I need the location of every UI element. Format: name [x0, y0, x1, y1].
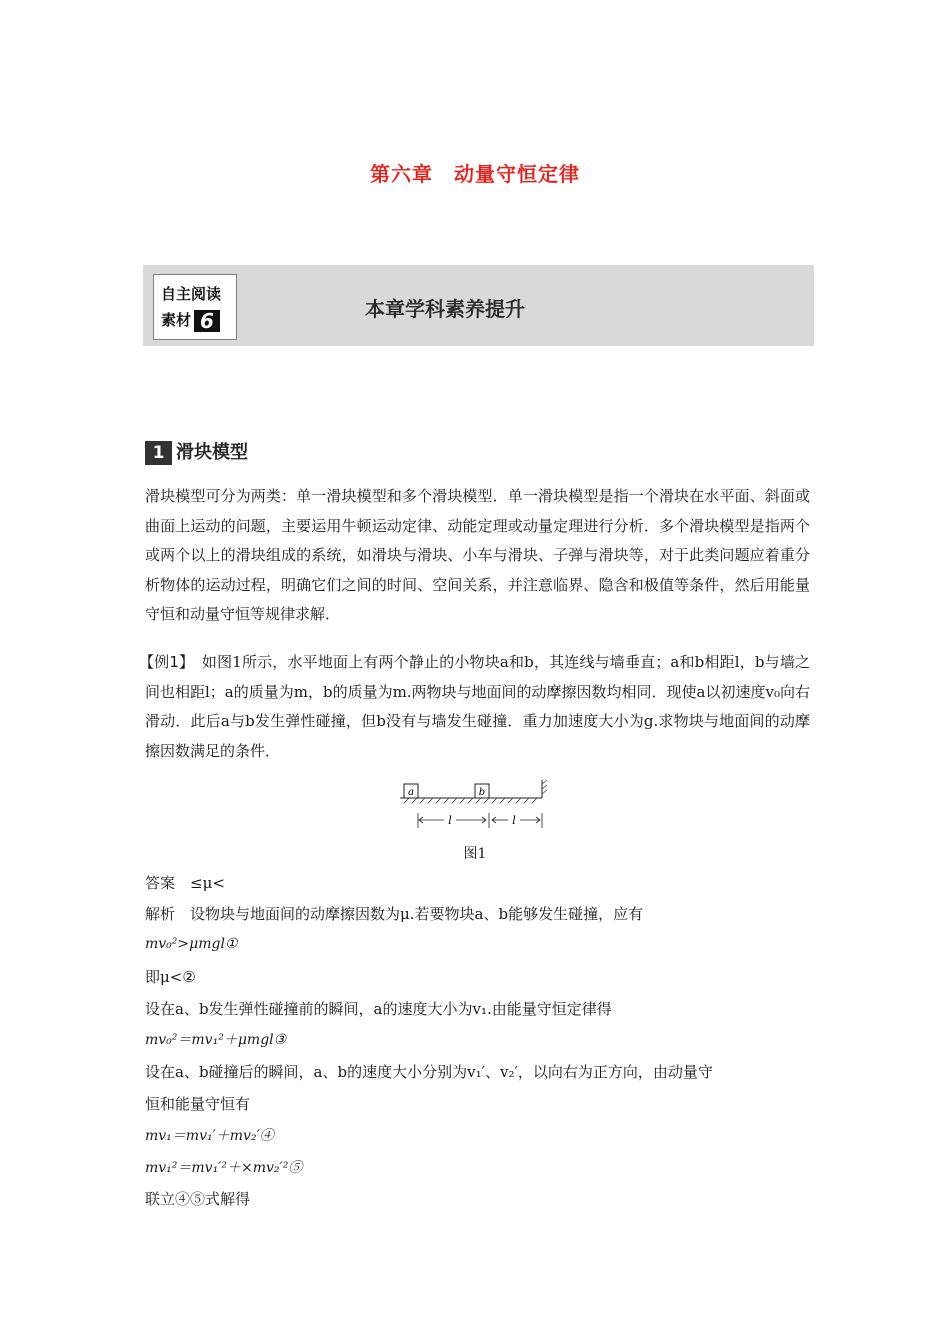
equation-5: mv₁²＝mv₁′²＋×mv₂′²⑤ [145, 1160, 303, 1176]
badge-text: 素材 [161, 311, 192, 329]
badge-line2 [161, 307, 236, 333]
example-label: 【例1】 [139, 653, 187, 671]
equation-1: mv₀²>μmgl① [145, 936, 238, 952]
equation-4: mv₁＝mv₁′＋mv₂′④ [145, 1128, 274, 1144]
post-collision-text-2: 恒和能量守恒有 [145, 1095, 251, 1113]
section-number: 1 [145, 441, 172, 465]
collision-text: 设在a、b发生弹性碰撞前的瞬间，a的速度大小为v₁.由能量守恒定律得 [145, 1000, 612, 1018]
answer-line: 答案 ≤μ< [145, 874, 225, 892]
banner-badge [153, 274, 237, 340]
banner-title: 本章学科素养提升 [365, 297, 525, 321]
analysis-line: 解析 设物块与地面间的动摩擦因数为μ.若要物块a、b能够发生碰撞，应有 [145, 905, 644, 923]
figure-1-diagram [400, 780, 550, 840]
badge-line1: 自主阅读 [161, 285, 222, 303]
figure-caption: 图1 [463, 846, 487, 862]
dimension-right-label: l [512, 814, 516, 827]
conclusion-text: 联立④⑤式解得 [145, 1190, 251, 1208]
example-paragraph [139, 648, 810, 766]
intro-paragraph: 滑块模型可分为两类：单一滑块模型和多个滑块模型．单一滑块模型是指一个滑块在水平面、斜面或曲面上运动的问题，主要运用牛顿运动定律、动能定理或动量定理进行分析．多个滑块模型是指两个或两个以上的滑块组成的系统，如滑块与滑块、小车与滑块、子弹与滑块等，对于此类问题应着重分析物体的运动过程，明确它们之间的时间、空间关系，并注意临界、隐含和极值等条件，然后用能量守恒和动量守恒等规律求解． [145, 487, 810, 624]
badge-number: 6 [194, 310, 220, 332]
section-title: 滑块模型 [176, 442, 248, 463]
equation-3: mv₀²＝mv₁²＋μmgl③ [145, 1032, 287, 1048]
equation-2: 即μ<② [145, 968, 196, 986]
post-collision-text-1: 设在a、b碰撞后的瞬间，a、b的速度大小分别为v₁′、v₂′，以向右为正方向，由动量守 [145, 1063, 713, 1081]
block-b-label: b [478, 787, 486, 798]
section-banner [143, 265, 814, 346]
chapter-title: 第六章 动量守恒定律 [370, 162, 580, 186]
example-text: 如图1所示，水平地面上有两个静止的小物块a和b，其连线与墙垂直；a和b相距l，b与墙之间也相距l；a的质量为m，b的质量为m.两物块与地面间的动摩擦因数均相同．现使a以初速度v₀向右滑动．此后a与b发生弹性碰撞，但b没有与墙发生碰撞．重力加速度大小为g.求物块与地面间的动摩擦因数满足的条件． [145, 653, 810, 760]
section-heading [145, 441, 248, 465]
block-a-label: a [408, 787, 414, 798]
dimension-left-label: l [448, 814, 452, 827]
